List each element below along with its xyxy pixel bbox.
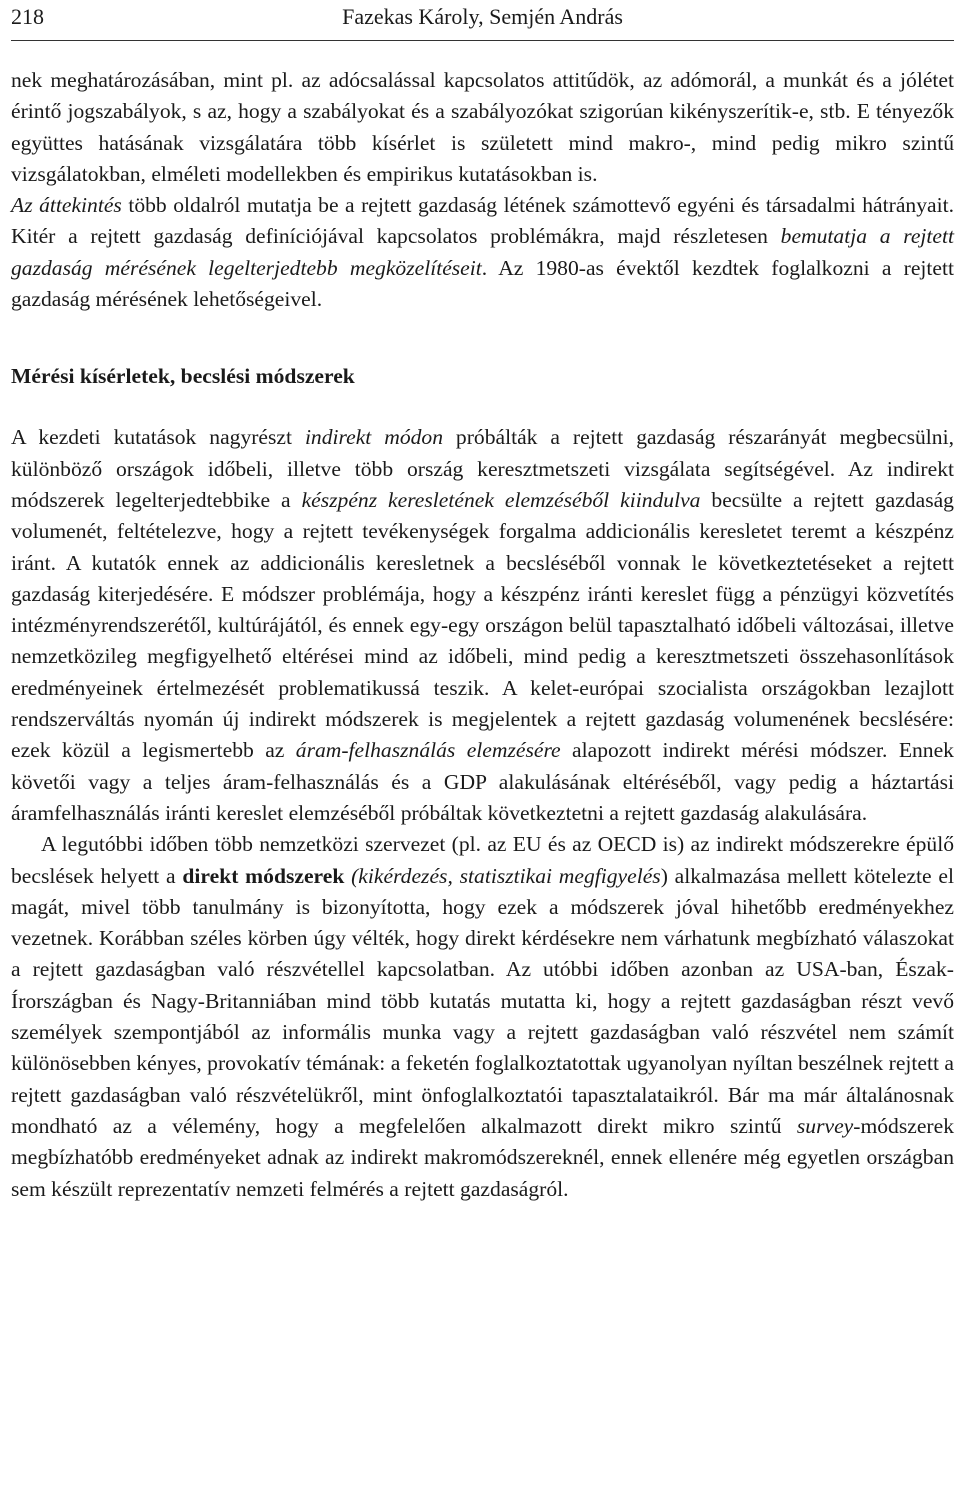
intro-text-a: nek meghatározásában, mint pl. az adócsalással kapcsolatos attitűdök, az adómorál, a munkát és a jólétet érintő jogszabályok, s az, hogy a szabályokat és a szabályozókat szigorúan kikényszerítik-e, stb. E tényezők együttes hatásának vizsgálatára több kísérlet is született mind makro-, mind pedig mikro szintű vizsgálatokban, elméleti modellekben és empirikus kutatásokban is. [11, 68, 954, 186]
section-paragraph-2 [11, 829, 954, 1205]
bold-run: direkt módszerek [182, 863, 345, 888]
emphasis-run: áram-felhasználás elemzésére [295, 738, 561, 763]
section-paragraph-1 [11, 422, 954, 829]
intro-text-c: . Az 1980-as évektől kezdtek foglalkozni a rejtett gazdaság mérésének lehetőségeivel. [11, 255, 955, 312]
text-run: A legutóbbi időben több nemzetközi szervezet (pl. az EU és az OECD is) az indirekt módszerekre épülő becslések helyett a [11, 832, 954, 888]
intro-emphasis-1: Az áttekintés [11, 193, 122, 218]
intro-paragraph [11, 65, 954, 315]
text-run: becsülte a rejtett gazdaság volumenét, feltételezve, hogy a rejtett tevékenységek forgalma addicionális keresletet teremt a készpénz iránt. A kutatók ennek az addicionális keresletnek a becsléséből vonnak le következtetéseket a rejtett gazdaság kiterjedésére. E módszer problémája, hogy a készpénz iránti kereslet függ a pénzügyi közvetítés intézményrendszerétől, kultúrájától, és ennek egy-egy országon belül tapasztalható időbeli változásai, illetve nemzetközileg megfigyelhető eltérései mind az időbeli, mind pedig a keresztmetszeti összehasonlítások eredményeinek értelmezését problematikussá teszik. A kelet-európai szocialista országokban lezajlott rendszerváltás nyomán új indirekt módszerek is megjelentek a rejtett gazdaság volumenének becslésére: ezek közül a legismertebb az [11, 487, 954, 763]
emphasis-run: készpénz keresletének elemzéséből kiindulva [301, 487, 701, 512]
text-run: próbálták a rejtett gazdaság részarányát megbecsülni, különböző országok időbeli, illetve több ország keresztmetszeti vizsgálata segítségével. Az indirekt módszerek legelterjedtebbike a [11, 425, 954, 512]
page-number: 218 [11, 4, 44, 29]
section-heading: Mérési kísérletek, becslési módszerek [11, 364, 355, 389]
emphasis-run: (kikérdezés, statisztikai megfigyelés [344, 863, 661, 888]
text-run: alapozott indirekt mérési módszer. Ennek követői vagy a teljes áram-felhasználás és a GDP alakulásának eltéréséből, vagy pedig a háztartási áramfelhasználás iránti kereslet elemzéséből próbáltak következtetni a rejtett gazdaság alakulására. [11, 738, 954, 825]
book-page [11, 0, 954, 1205]
page-header [11, 0, 954, 41]
running-title: Fazekas Károly, Semjén András [342, 4, 623, 29]
intro-emphasis-2: bemutatja a rejtett gazdaság mérésének legelterjedtebb megközelítéseit [11, 224, 954, 280]
text-run: ) alkalmazása mellett kötelezte el magát, mivel több tanulmány is bizonyította, hogy ezek a módszerek jóval hihetőbb eredményekhez vezetnek. Korábban széles körben úgy vélték, hogy direkt kérdésekre nem várhatunk megbízható válaszokat a rejtett gazdaságban való részvétellel kapcsolatban. Az utóbbi időben azonban az USA-ban, Észak-Írországban és Nagy-Britanniában mind több kutatás mutatta ki, hogy a rejtett gazdaságban részt vevő személyek szempontjából az informális munka vagy a rejtett gazdaságban való részvétel nem számít különösebben kényes, provokatív témának: a feketén foglalkoztatottak ugyanolyan nyíltan beszélnek rejtett a rejtett gazdaságban való részvételükről, mint önfoglalkoztatói tapasztalataikról. Bár ma már általánosnak mondható az a vélemény, hogy a megfelelően alkalmazott direkt mikro szintű [11, 863, 954, 1138]
intro-text-b: több oldalról mutatja be a rejtett gazdaság létének számottevő egyéni és társadalmi hátrányait. Kitér a rejtett gazdaság definíciójával kapcsolatos problémákra, majd részletesen [11, 193, 954, 249]
emphasis-run: indirekt módon [304, 425, 444, 450]
text-run: A kezdeti kutatások nagyrészt [11, 425, 305, 450]
text-run: -módszerek megbízhatóbb eredményeket adnak az indirekt makromódszereknél, ennek ellenére még egyetlen országban sem készült reprezentatív nemzeti felmérés a rejtett gazdaságról. [11, 1113, 954, 1201]
emphasis-run: survey [796, 1113, 854, 1138]
